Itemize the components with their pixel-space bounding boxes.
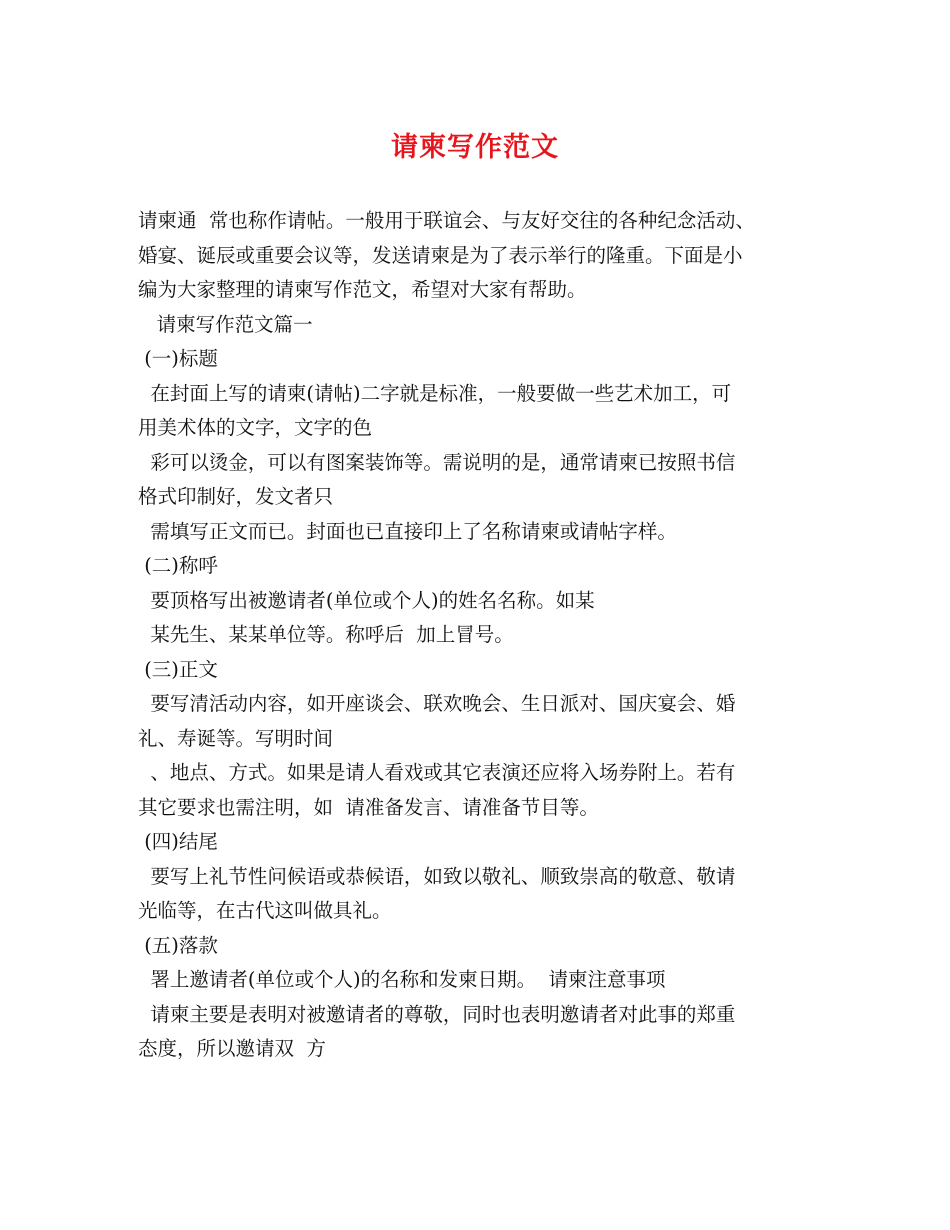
section-heading: 请柬写作范文篇一 [138, 312, 313, 336]
paragraph-line: 用美术体的文字，文字的色 [138, 416, 373, 439]
subsection-heading: (四)结尾 [138, 830, 218, 853]
paragraph-line: 署上邀请者(单位或个人)的名称和发柬日期。 请柬注意事项 [138, 968, 666, 991]
paragraph-line: 光临等，在古代这叫做具礼。 [138, 899, 392, 922]
paragraph-line: 其它要求也需注明，如 请准备发言、请准备节目等。 [138, 795, 599, 819]
document-title: 请柬写作范文 [391, 132, 559, 163]
paragraph-line: 编为大家整理的请柬写作范文，希望对大家有帮助。 [138, 278, 587, 301]
paragraph-line: 需填写正文而已。封面也已直接印上了名称请柬或请帖字样。 [138, 519, 677, 543]
paragraph-line: 婚宴、诞辰或重要会议等，发送请柬是为了表示举行的隆重。下面是小 [138, 243, 743, 267]
paragraph-line: 请柬主要是表明对被邀请者的尊敬，同时也表明邀请者对此事的郑重 [138, 1002, 736, 1026]
paragraph-line: 格式印制好，发文者只 [138, 485, 334, 508]
paragraph-line: 请柬通 常也称作请帖。一般用于联谊会、与友好交往的各种纪念活动、 [138, 209, 755, 232]
paragraph-line: 彩可以烫金，可以有图案装饰等。需说明的是，通常请柬已按照书信 [138, 450, 736, 474]
document-body [138, 204, 838, 1067]
paragraph-line: 态度，所以邀请双 方 [138, 1037, 326, 1060]
paragraph-line: 礼、寿诞等。写明时间 [138, 726, 334, 750]
subsection-heading: (二)称呼 [138, 554, 218, 577]
paragraph-line: 要写上礼节性问候语或恭候语，如致以敬礼、顺致崇高的敬意、敬请 [138, 864, 736, 888]
subsection-heading: (一)标题 [138, 347, 218, 370]
paragraph-line: 要写清活动内容，如开座谈会、联欢晚会、生日派对、国庆宴会、婚 [138, 692, 736, 715]
paragraph-line: 、地点、方式。如果是请人看戏或其它表演还应将入场券附上。若有 [138, 761, 736, 784]
subsection-heading: (三)正文 [138, 657, 218, 681]
paragraph-line: 在封面上写的请柬(请帖)二字就是标准，一般要做一些艺术加工，可 [138, 381, 732, 405]
paragraph-line: 要顶格写出被邀请者(单位或个人)的姓名名称。如某 [138, 588, 595, 612]
paragraph-line: 某先生、某某单位等。称呼后 加上冒号。 [138, 623, 514, 646]
subsection-heading: (五)落款 [138, 933, 218, 957]
